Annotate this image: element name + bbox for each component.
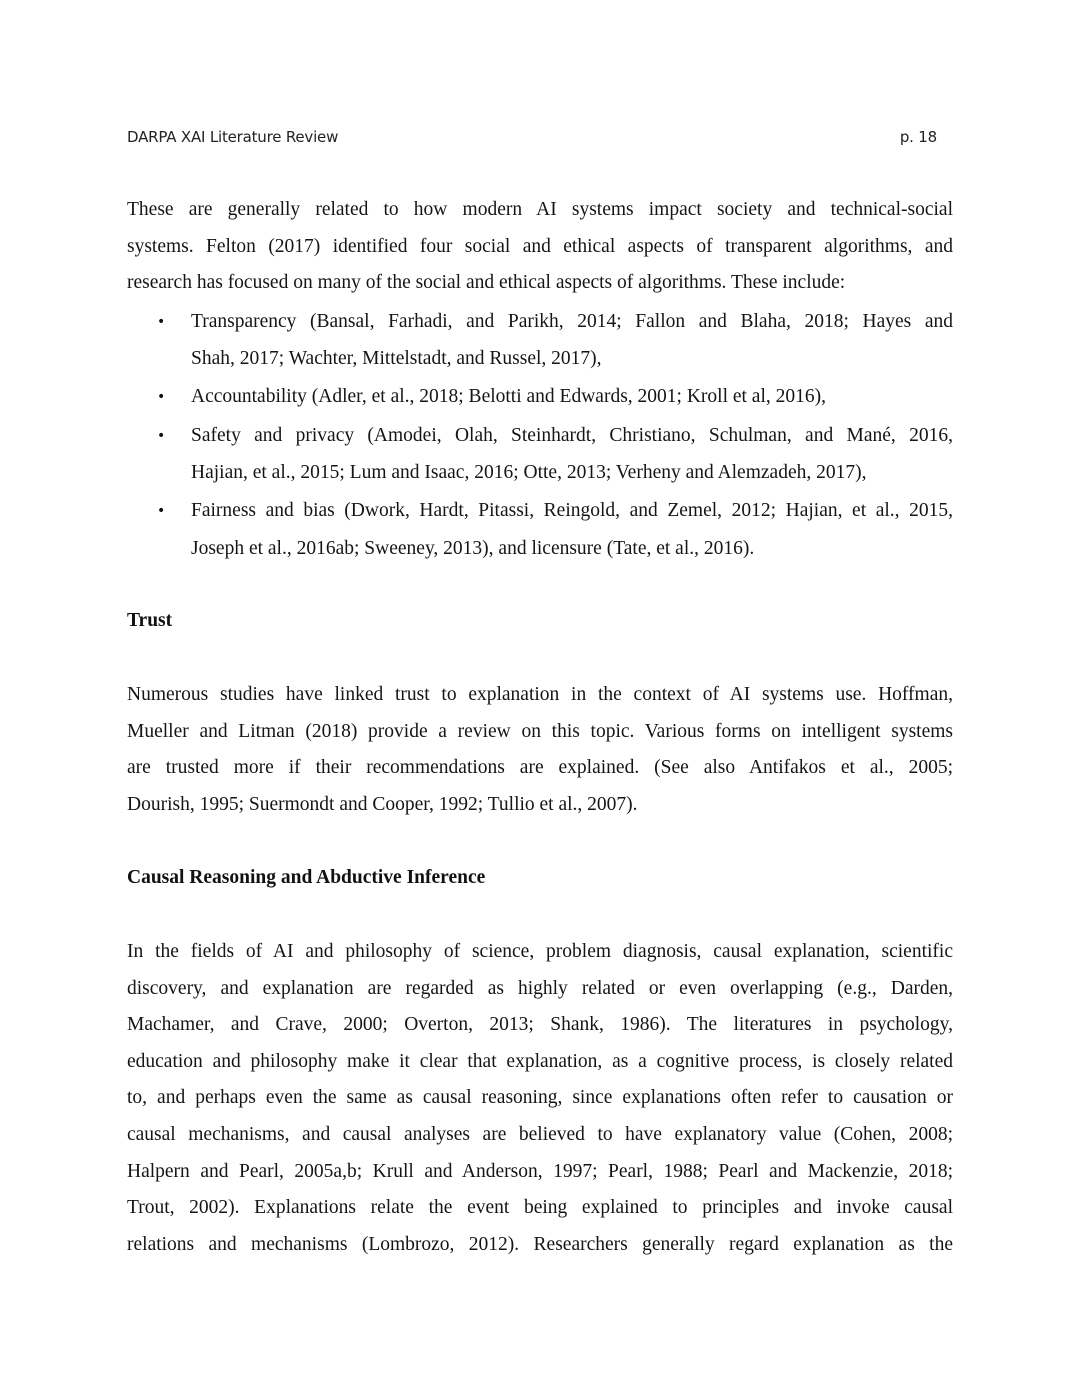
paragraph-line: These are generally related to how modern AI systems impact society and technical-social: [127, 199, 953, 220]
list-item-line: Shah, 2017; Wachter, Mittelstadt, and Russel, 2017),: [191, 348, 602, 369]
paragraph-line: discovery, and explanation are regarded as highly related or even overlapping (e.g., Darden,: [127, 978, 953, 999]
paragraph-line: In the fields of AI and philosophy of science, problem diagnosis, causal explanation, scientific: [127, 941, 953, 962]
bullet-icon: •: [157, 428, 166, 444]
paragraph-line: Mueller and Litman (2018) provide a review on this topic. Various forms on intelligent systems: [127, 721, 953, 742]
paragraph-line: Dourish, 1995; Suermondt and Cooper, 1992; Tullio et al., 2007).: [127, 794, 638, 815]
list-item-line: Transparency (Bansal, Farhadi, and Parikh, 2014; Fallon and Blaha, 2018; Hayes and: [191, 311, 953, 332]
paragraph-line: Trout, 2002). Explanations relate the event being explained to principles and invoke causal: [127, 1197, 953, 1218]
list-item-line: Hajian, et al., 2015; Lum and Isaac, 2016; Otte, 2013; Verheny and Alemzadeh, 2017),: [191, 462, 867, 483]
list-item-line: Fairness and bias (Dwork, Hardt, Pitassi, Reingold, and Zemel, 2012; Hajian, et al., 2015,: [191, 500, 953, 521]
section-heading-trust: Trust: [127, 610, 173, 631]
running-header: [127, 128, 937, 150]
page-number: p. 18: [899, 128, 937, 146]
bullet-icon: •: [157, 389, 166, 405]
document-title: DARPA XAI Literature Review: [127, 128, 339, 146]
section-heading-causal-reasoning: Causal Reasoning and Abductive Inference: [127, 867, 486, 888]
bullet-icon: •: [157, 314, 166, 330]
paragraph-line: causal mechanisms, and causal analyses are believed to have explanatory value (Cohen, 2008;: [127, 1124, 953, 1145]
paragraph-line: Machamer, and Crave, 2000; Overton, 2013; Shank, 1986). The literatures in psychology,: [127, 1014, 953, 1035]
paragraph-line: Numerous studies have linked trust to explanation in the context of AI systems use. Hoffman,: [127, 684, 953, 705]
list-item-line: Joseph et al., 2016ab; Sweeney, 2013), and licensure (Tate, et al., 2016).: [191, 538, 755, 559]
paragraph-line: research has focused on many of the social and ethical aspects of algorithms. These include:: [127, 272, 846, 293]
paragraph-line: are trusted more if their recommendations are explained. (See also Antifakos et al., 2005;: [127, 757, 953, 778]
bullet-icon: •: [157, 503, 166, 519]
list-item-line: Safety and privacy (Amodei, Olah, Steinhardt, Christiano, Schulman, and Mané, 2016,: [191, 425, 953, 446]
paragraph-line: to, and perhaps even the same as causal reasoning, since explanations often refer to causation or: [127, 1087, 953, 1108]
paragraph-line: relations and mechanisms (Lombrozo, 2012). Researchers generally regard explanation as the: [127, 1234, 953, 1255]
list-item-line: Accountability (Adler, et al., 2018; Belotti and Edwards, 2001; Kroll et al, 2016),: [191, 386, 826, 407]
paragraph-line: systems. Felton (2017) identified four social and ethical aspects of transparent algorithms, and: [127, 236, 953, 257]
paragraph-line: education and philosophy make it clear that explanation, as a cognitive process, is closely related: [127, 1051, 953, 1072]
paragraph-line: Halpern and Pearl, 2005a,b; Krull and Anderson, 1997; Pearl, 1988; Pearl and Mackenzie, 2018;: [127, 1161, 953, 1182]
